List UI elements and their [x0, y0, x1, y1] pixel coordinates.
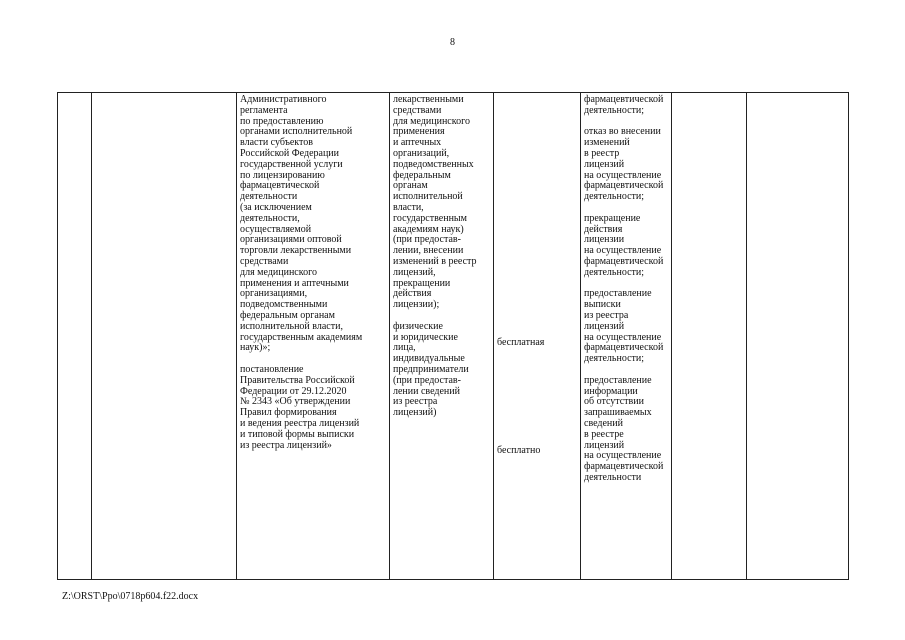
result-text: прекращение действия лицензии на осуществление фармацевтической деятельности; [584, 212, 664, 278]
legal-basis-text: постановление Правительства Российской Федерации от 29.12.2020 № 2343 «Об утверждении Правил формирования и ведения реестра лицензий и типовой формы выписки из реестра лицензий» [240, 363, 360, 451]
empty-cell [747, 93, 849, 580]
fee-cell [494, 93, 581, 580]
result-text: фармацевтической деятельности; [584, 94, 664, 116]
services-table [57, 92, 849, 580]
result-text: предоставление информации об отсутствии запрашиваемых сведений в реестре лицензий на осуществление фармацевтической деятельности [584, 374, 664, 483]
result-text: предоставление выписки из реестра лицензий на осуществление фармацевтической деятельности; [584, 288, 664, 365]
fee-text: бесплатно [497, 444, 541, 456]
table-row [58, 93, 849, 580]
page-number: 8 [450, 37, 455, 48]
file-path-footer: Z:\ORST\Ppo\0718p604.f22.docx [62, 591, 199, 602]
result-cell [581, 93, 672, 580]
legal-basis-cell [237, 93, 390, 580]
applicants-text: лекарственными средствами для медицинского применения и аптечных организаций, подведомственных федеральным органам исполнительной власти, государственным академиям наук) (при предостав- лении, внесении изменений в реестр лицензий, прекращении действия лицензии); [393, 94, 477, 311]
fee-text: бесплатная [497, 337, 545, 348]
empty-cell [672, 93, 747, 580]
result-text: отказ во внесении изменений в реестр лицензий на осуществление фармацевтической деятельности; [584, 126, 664, 203]
legal-basis-text: Административного регламента по предоставлению органами исполнительной власти субъектов Российской Федерации государственной услуги по лицензированию фармацевтической деятельности (за исключением деятельности, осуществляемой организациями оптовой торговли лекарственными средствами для медицинского применения и аптечными организациями, подведомственными федеральным органам исполнительной власти, государственным академиям наук)»; [240, 94, 363, 354]
service-name-cell [92, 93, 237, 580]
applicants-cell [390, 93, 494, 580]
row-number-cell [58, 93, 92, 580]
applicants-text: физические и юридические лица, индивидуальные предприниматели (при предостав- лении сведений из реестра лицензий) [393, 320, 469, 419]
